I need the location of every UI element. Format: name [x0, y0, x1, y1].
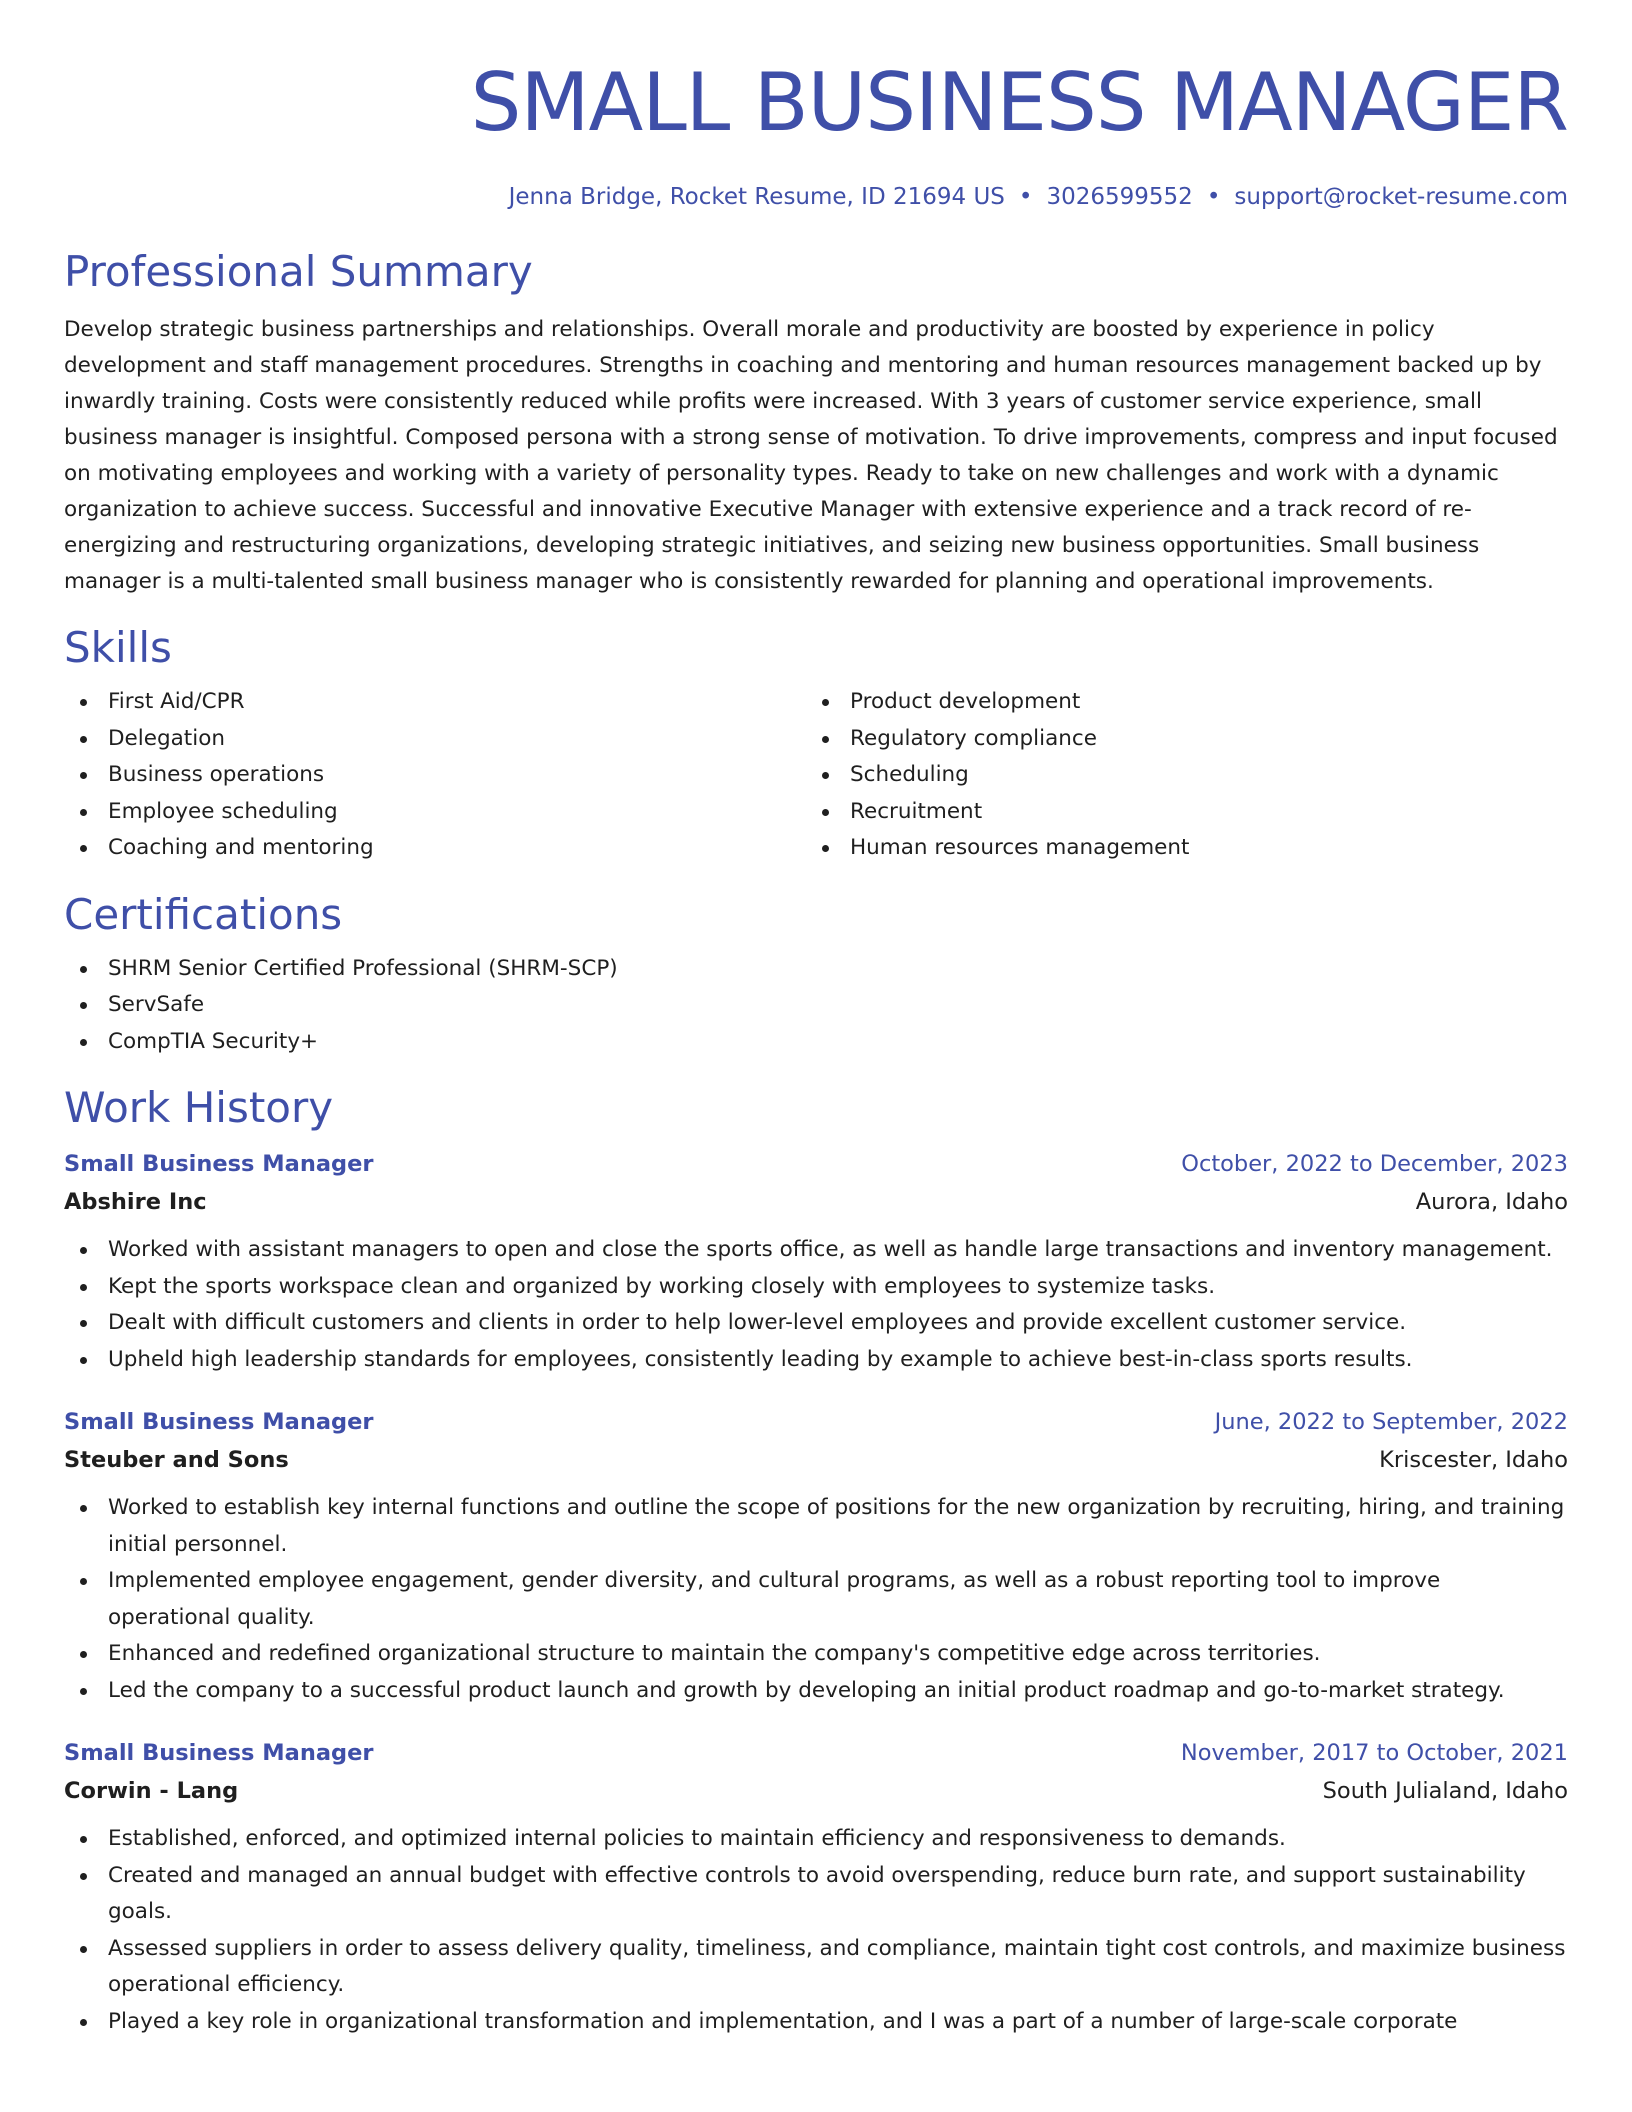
job-location: Kriscester, Idaho: [1379, 1447, 1568, 1473]
list-item: Established, enforced, and optimized internal policies to maintain efficiency and responsiveness to demands.: [64, 1821, 1568, 1858]
contact-separator: •: [1206, 184, 1221, 210]
certifications-heading: Certifications: [64, 889, 343, 939]
skills-list: [64, 684, 1568, 867]
resume-title: SMALL BUSINESS MANAGER: [470, 56, 1568, 149]
job-subheader: [64, 1182, 1568, 1222]
contact-address: Jenna Bridge, Rocket Resume, ID 21694 US: [508, 184, 1005, 210]
job-bullets: [64, 1232, 1568, 1378]
list-item: Worked with assistant managers to open and close the sports office, as well as handle large transactions and inventory management.: [64, 1232, 1568, 1269]
job-dates: October, 2022 to December, 2023: [1181, 1151, 1568, 1177]
list-item: Created and managed an annual budget with effective controls to avoid overspending, reduce burn rate, and support sustainability goals.: [64, 1858, 1568, 1931]
list-item: Upheld high leadership standards for employees, consistently leading by example to achieve best-in-class sports results.: [64, 1342, 1568, 1379]
list-item: Regulatory compliance: [806, 721, 1548, 758]
work-history-heading: Work History: [64, 1083, 334, 1132]
contact-email[interactable]: support@rocket-resume.com: [1234, 184, 1568, 210]
job-header: [64, 1735, 1568, 1771]
job-location: Aurora, Idaho: [1415, 1189, 1568, 1215]
job-title: Small Business Manager: [64, 1740, 374, 1766]
job-location: South Julialand, Idaho: [1322, 1778, 1568, 1804]
job-dates: June, 2022 to September, 2022: [1214, 1409, 1568, 1435]
list-item: CompTIA Security+: [64, 1024, 1568, 1061]
list-item: SHRM Senior Certified Professional (SHRM-SCP): [64, 951, 1568, 988]
list-item: ServSafe: [64, 987, 1568, 1024]
list-item: Delegation: [64, 721, 806, 758]
job-subheader: [64, 1440, 1568, 1480]
list-item: Worked to establish key internal functions and outline the scope of positions for the new organization by recruiting, hiring, and training initial personnel.: [64, 1490, 1568, 1563]
skills-column-left: [64, 684, 806, 867]
job-bullets: [64, 1490, 1568, 1709]
job-dates: November, 2017 to October, 2021: [1180, 1740, 1568, 1766]
job-bullets: [64, 1821, 1568, 2040]
job-entry: [64, 1146, 1568, 1378]
list-item: Human resources management: [806, 830, 1548, 867]
job-header: [64, 1404, 1568, 1440]
list-item: Coaching and mentoring: [64, 830, 806, 867]
list-item: Recruitment: [806, 794, 1548, 831]
job-company: Abshire Inc: [64, 1189, 207, 1215]
contact-separator: •: [1018, 184, 1033, 210]
contact-phone[interactable]: 3026599552: [1046, 184, 1193, 210]
list-item: Product development: [806, 684, 1548, 721]
list-item: First Aid/CPR: [64, 684, 806, 721]
resume-page: [64, 0, 1568, 2040]
job-entry: [64, 1735, 1568, 2040]
job-company: Steuber and Sons: [64, 1447, 289, 1473]
job-entry: [64, 1404, 1568, 1709]
summary-heading: Professional Summary: [64, 247, 533, 296]
list-item: Played a key role in organizational transformation and implementation, and I was a part of a number of large-scale corporate: [64, 2004, 1568, 2041]
certifications-list: [64, 951, 1568, 1061]
list-item: Led the company to a successful product launch and growth by developing an initial product roadmap and go-to-market strategy.: [64, 1673, 1568, 1710]
list-item: Business operations: [64, 757, 806, 794]
job-header: [64, 1146, 1568, 1182]
skills-column-right: [806, 684, 1548, 867]
list-item: Kept the sports workspace clean and organized by working closely with employees to systemize tasks.: [64, 1269, 1568, 1306]
list-item: Employee scheduling: [64, 794, 806, 831]
list-item: Implemented employee engagement, gender diversity, and cultural programs, as well as a robust reporting tool to improve operational quality.: [64, 1563, 1568, 1636]
contact-line: [64, 182, 1568, 212]
job-title: Small Business Manager: [64, 1151, 374, 1177]
skills-heading: Skills: [64, 623, 172, 672]
list-item: Dealt with difficult customers and clients in order to help lower-level employees and provide excellent customer service.: [64, 1305, 1568, 1342]
summary-text: Develop strategic business partnerships and relationships. Overall morale and productivity are boosted by experience in policy development and staff management procedures. Strengths in coaching and mentoring and human resources management backed up by inwardly training. Costs were consistently reduced while profits were increased. With 3 years of customer service experience, small business manager is insightful. Composed persona with a strong sense of motivation. To drive improvements, compress and input focused on motivating employees and working with a variety of personality types. Ready to take on new challenges and work with a dynamic organization to achieve success. Successful and innovative Executive Manager with extensive experience and a track record of re-energizing and restructuring organizations, developing strategic initiatives, and seizing new business opportunities. Small business manager is a multi-talented small business manager who is consistently rewarded for planning and operational improvements.: [64, 317, 1558, 594]
job-title: Small Business Manager: [64, 1409, 374, 1435]
job-company: Corwin - Lang: [64, 1778, 239, 1804]
list-item: Enhanced and redefined organizational structure to maintain the company's competitive edge across territories.: [64, 1636, 1568, 1673]
job-subheader: [64, 1771, 1568, 1811]
list-item: Scheduling: [806, 757, 1548, 794]
list-item: Assessed suppliers in order to assess delivery quality, timeliness, and compliance, maintain tight cost controls, and maximize business operational efficiency.: [64, 1931, 1568, 2004]
